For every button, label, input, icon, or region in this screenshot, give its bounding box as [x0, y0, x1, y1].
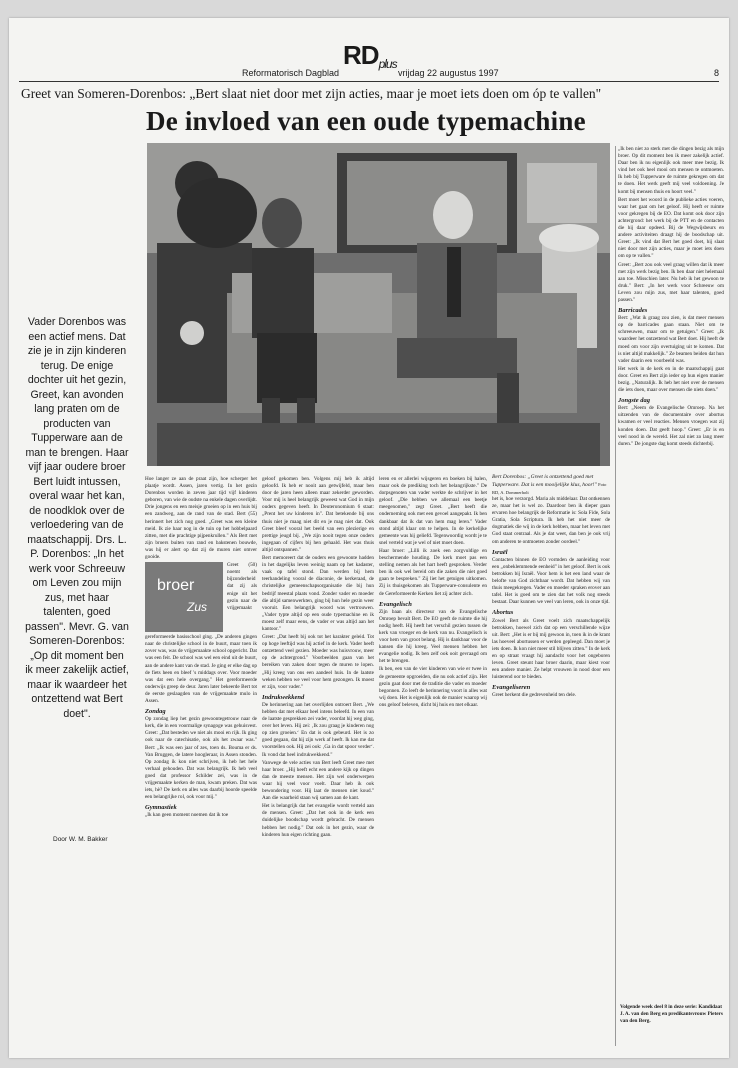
col5-subheading-2: Jongste dag	[618, 397, 650, 405]
article-photo	[147, 143, 610, 466]
col3-paragraph-4: Ik ben, een van de vier kinderen van wie er twee in de gemeente opgroeiden, die nu ook actief zijn. Het gezin gaat door met de traditie die vader en moeder begonnen. Zo leeft de herinnering voort in alles wat wij doen. Het is eigenlijk ook de manier waarop wij ons geloof beleven, dicht bij huis en met elkaar.	[379, 666, 487, 708]
col5-paragraph-2: Bert moet het woord in de publieke acties voeren, waar het gaat om het geloof. Hij heeft er ruimte voor gekregen bij de EO. Dat komt ook door zijn achtergrond: het werk bij de PTT en de contacten die hij daar opdeed. Bij de Wegwijsbeurs en andere activiteiten draagt hij de boodschap uit. Greet: „Ik vind dat Bert het goed doet, hij slaat niet door met zijn acties, maar je moet iets doen om op te vallen."	[618, 196, 724, 260]
col4-paragraph-4: Greet herkent die gedrevenheid ten dele.	[492, 692, 577, 699]
col3-paragraph-2: Haar broer: „Lilli ik zoek een zorgvuldige en beschermende houding. De kerk moet pas een stelling nemen als het hart heeft gesproken. Verder ben ik ook wel bereid om die zaken die niet goed gaan te bespreken." Zij liet het getuigen uitkomen. Zij is thuisgekomen als Tupperware-consulente en de Gereformeerde Kerken liet zij achter zich.	[379, 547, 487, 597]
col5-paragraph-4: Bert: „Wat ik graag zou zien, is dat meer mensen op de barricades gaan staan. Niet om te schreeuwen, maar om te getuigen." Greet: „Ik waardeer het ontzettend wat Bert doet. Hij heeft de moed om voor zijn overtuiging uit te komen. Dat is niet altijd makkelijk." Ze beamen beiden dat hun vader daarin een voorbeeld was.	[618, 315, 724, 364]
series-logo-zus: Zus	[187, 600, 208, 615]
col5-paragraph-6: Bert: „Neem de Evangelische Omroep. Na het uitzenden van de documentaire over abortus kwamen er veel reacties. Mensen vroegen wat zij konden doen. Dat geeft hoop." Greet: „Er is en veel nood in de wereld. Het zal niet zo lang meer duren." De jongste dag komt steeds dichterbij.	[618, 405, 724, 447]
col4-paragraph-2: Contacten binnen de EO vormden de aanleiding voor een „onbeklemmende eenheid" in het geloof. Bert is ook betrokken bij Israël. Voor hem is het een land waar de belofte van God zichtbaar wordt. Dat hebben wij van thuis meegekregen. Vader en moeder spraken erover aan tafel. Het is goed om te zien dat het volk nog steeds bestaat. Daar kunnen we veel van leren, ook in onze tijd.	[492, 556, 610, 606]
newspaper-page	[9, 18, 729, 1058]
text-column-5	[618, 146, 724, 998]
col3-paragraph-3: Zijn baan als directeur van de Evangelische Omroep bevalt Bert. De EO geeft de ruimte die hij nodig heeft. Hij heeft het verschil gezien tussen de kerk van vroeger en de kerk van nu. Evangelisch is voor hem van groot belang. Hij is dankbaar voor de kansen die hij kreeg. Veel mensen hebben het evangelie nodig. Ik ben zelf ook ooit gevraagd om het te brengen.	[379, 608, 487, 665]
caption-text: Bert Dorenbos: „Greet is ontzettend goed met Tupperware. Dat is een mooijelijke klus, hoor!"	[492, 474, 597, 488]
paper-name: Reformatorisch Dagblad	[242, 68, 340, 78]
text-column-2	[262, 476, 374, 1056]
text-column-3	[379, 476, 487, 1056]
series-footer-note: Volgende week deel 8 in deze serie: Kandidaat J. A. van den Berg en predikantsvrouw Pieters van den Berg.	[620, 1004, 723, 1024]
text-column-4	[492, 496, 610, 1056]
photo-caption	[492, 474, 610, 497]
col1-subheading: Zondag	[145, 708, 166, 716]
col1-paragraph-4: „Ik kan geen moment noemen dat ik toe	[145, 812, 229, 819]
col1-paragraph-2: Greet (50) noemt als bijzonderheid dat zij als enige uit het gezin naar de vrijgemaakt gereformeerde basisschool ging. „De anderen gingen naar de christelijke school in de buurt, maar toen ik zover was, was de vrijgemaakte school opgericht. Dat was een feit. De school was wel een eind uit de buurt, aan de andere kant van de stad. Je ging er elke dag op de fiets heen en bleef 's middags over. Voor moeder was dat een hele overgang." Het gereformeerde onderwijs greep de deur. Jaren later bekeerde Bert tot de eerste geslaagden van de vrijgemaakte mulo in Assen.	[145, 562, 257, 704]
col5-paragraph: „Ik ben niet zo sterk met die dingen bezig als mijn broer. Op dit moment ben ik meer zakelijk actief. Daar ben ik nu eigenlijk ook meer mee bezig. Ik vind het ook heel mooi om mensen te ontmoeten. Ik heb bij Tupperware de ruimte gekregen om dat te doen. Het werk geeft mij veel voldoening. Je komt bij mensen thuis en hoort veel."	[618, 146, 724, 195]
column-divider	[615, 146, 616, 1046]
col2-paragraph-2: Bert memoreert dat de ouders een gewoonte hadden in het dagelijks leven weinig naam op het kadaster, vaak op tafel stond. Dan werden bij hem teerhandeling vooral de diaconie, de kerkeraad, de christelijke gemeenschapsorganisatie die bij hun bedrijf meestal plaats vond. Zonder vader en moeder die altijd samenwerkten, ging bij hun hele gezin weer vooruit. Een belangrijk woord was vertrouwen. „Vader typte altijd op een oude typemachine en ik moest zelf maar eens, de vader er was altijd aan het kantoor."	[262, 555, 374, 632]
col4-subheading-2: Abortus	[492, 609, 514, 617]
logo-plus: plus	[378, 57, 397, 71]
paper-logo	[343, 40, 397, 71]
col2-paragraph-5: Vanwege de vele acties van Bert leeft Greet mee met haar broer. „Hij heeft echt een andere kijk op dingen dan de meeste mensen. Het zijn wel onderwerpen waar hij veel voor voelt. Daar heb ik ook bewondering voor. Hij laat de mensen niet koud." Aan die waarheid staan wij samen aan de kant.	[262, 759, 374, 802]
col1-subheading-2: Gymnastiek	[145, 804, 177, 812]
article-kicker: Greet van Someren-Dorenbos: „Bert slaat niet door met zijn acties, maar je moet iets doen om óp te vallen"	[21, 86, 602, 101]
col2-paragraph-6: Het is belangrijk dat het evangelie wordt verteld aan de mensen. Greet: „Dat het ook in de kerk een duidelijke boodschap wordt gebracht. De mensen hebben het nodig." Dat ook in het gezin, waar de kinderen hun eigen richting gaan.	[262, 803, 374, 838]
page-number: 8	[713, 68, 719, 78]
issue-date: vrijdag 22 augustus 1997	[398, 68, 499, 78]
col4-subheading-3: Evangeliseren	[492, 684, 531, 692]
col4-subheading: Israël	[492, 548, 508, 556]
byline: Door W. M. Bakker	[53, 836, 108, 843]
caption-credit: Foto RD, A. Dommerholt	[492, 482, 607, 495]
series-logo	[145, 562, 223, 632]
col1-paragraph-3: Op zondag liep het gezin gewoontegetrouw naar de kerk, die in een voormalige synagoge was gehuisvest. Greet: „Dat besteden we niet als mooi en rijk. Ik ging ook naar de catechisatie, ook als het zwaar was." Bert: „Ik was een jaar of zes, toen ds. Bouma er ds. Van Bruggen, de latere hoogleraar, in Assen stonden. Op zondag ik kon niet schrijven, ik heb het hele verhaal gehouden. Dat was belangrijk. Ik heb veel goed dat professor Schilder zei, was in de vrijgemaakte kerken de man, kwam preken. Dat was iets, hè? De kerk en alles was daarbij hoorde speelde een belangrijke rol, ook voor mij."	[145, 716, 257, 801]
col5-subheading: Barricades	[618, 307, 648, 315]
logo-main: RD	[343, 40, 379, 70]
col5-paragraph-5: Het werk in de kerk en in de maatschappij gaat door. Greet en Bert zijn ieder op hun eigen manier bezig. „Naturalijk. Ik heb het niet over de mensen die iets doen, maar over mensen die niets doen."	[618, 365, 724, 394]
col3-subheading: Evangelisch	[379, 600, 412, 608]
article-intro: Vader Dorenbos was een actief mens. Dat zie je in zijn kinderen terug. De enige dochter uit het gezin, Greet, kan avonden lang praten om de producten van Tupperware aan de man te brengen. Haar vijf jaar oudere broer Bert luidt intussen, overal waar het kan, de noodklok over de verloedering van de maatschappij. Drs. L. P. Dorenbos: „In het werk voor Schreeuw om Leven zou mijn zus, met haar talenten, goed passen". Mevr. G. van Someren-Dorenbos: „Op dit moment ben ik meer zakelijk actief, maar ik waardeer het ontzettend wat Bert doet".	[25, 316, 129, 720]
col2-paragraph-3: Greet: „Dat heeft bij ook tot het karakter geleid. Tot op hoge leeftijd was hij actief in de kerk. Vader heeft ontzettend veel gezien. Moeder was huisvrouw, meer op de achtergrond." Voorbeelden gaan van het bereiken van zaken door tegen de muren te lopen. „Hij kreeg van ons een aandeel huis. In de laatste weken hebben we veel voor hem gezongen. Ik moest er zijn, voor vader."	[262, 634, 374, 690]
col5-paragraph-3: Greet: „Bert zou ook veel graag willen dat ik meer met zijn werk bezig ben. Ik ben daar niet helemaal aan toe. Misschien later. Nu heb ik het gewoon te druk." Bert: „In het werk voor Schreeuw om Leven zou mijn zus, met haar talenten, goed passen."	[618, 261, 724, 303]
masthead	[9, 40, 729, 80]
photo-illustration	[147, 143, 610, 466]
text-column-1	[145, 476, 257, 1056]
col1-paragraph: Hoe langer ze aan de praat zijn, hoe scherper het plaatje wordt. Assen, jaren vertig. In het gezin Dorenbos worden in zeven jaar tijd vijf kinderen geboren, van wie de oudste na enkele dagen overlijdt. Drie jongens en een meisje groeien op in een huis bij een zandweg, aan de rand van de stad. Bert (55) herinnert het zich nog goed. „Greet was een kleine meid. Ik zie haar nog in de tuin op het hobbelpaard zitten, met die prachtige pijpenkrullen." Als Bert met zijn broers buiten van rand en bakstenen bouwde, was hij er alert op dat zij de muren niet omver gooide.	[145, 476, 257, 561]
col3-paragraph: leren en er allerlei wijsgeren en boeken bij halen, maar ook de prediking toch het belangrijkste." De dorpsgenoten van vader werkte de schrijver in het geloof. „Die hebben we allemaal een beetje meegenomen," zegt Greet. „Bert heeft die onderneming ook met een gevoel aangepakt. Ik ben dankbaar dat ik dat van hem mag leren." Vader stond altijd klaar om te helpen. In de kerkelijke gemeente was hij geliefd. Tegenwoordig wordt je te snel verteld wat je wel of niet moet doen.	[379, 476, 487, 546]
col2-paragraph-4: De herinnering aan het overlijden ontroert Bert. „We hebben dat met elkaar heel intens beleefd. In een van de laatste gesprekken zei vader, voordat hij weg ging, over het leven. Hij zei: ‚Ik zou graag je kinderen nog op zien groeien.‘ En dat is ook gebeurd. Het is zo goed gegaan, dat hij zijn werk af heeft. Ik kan me dat voorstellen ook. Hij zei ook: ‚Ga in dat spoor verder‘. Ik vond dat heel indrukwekkend."	[262, 701, 374, 758]
col2-subheading: Indrukwekkend	[262, 693, 305, 701]
masthead-rule	[19, 81, 719, 82]
series-logo-broer: broer	[157, 577, 195, 595]
article-headline: De invloed van een oude typemachine	[146, 106, 586, 136]
col4-paragraph: het is, hoe verzorgd. Maria als middelaar. Dat ontkennen ze, maar het is wel zo. Daardoor ben ik dieper gaan ervaren hoe belangrijk de Reformatie is: Sola Fide, Sola Gratia, Sola Scriptura. Ik heb het niet meer de dogmatiek die wij in de kerk hebben, maar het leven met God staat centraal. Als je dat weet, dan ben je ook vrij om anderen te ontmoeten zonder oordeel."	[492, 496, 610, 545]
col2-paragraph: geloof gekomen ben. Volgens mij heb ik altijd geloofd. Ik heb er nooit aan getwijfeld, maar ben door de jaren heen alleen maar zekerder geworden. Voor mij is heel belangrijk geweest wat God in mijn ouders gegeven heeft. In Deuteronomium 6 staat: „Prent het uw kinderen in". Dat betekende bij ons thuis niet je maag niet dit en je mag niet dat. Ook Greet bleef vooral het beeld van een plezierige en prettige jeugd bij. „We zijn nooit tegen onze ouders ingegaan of cijfers bij hen gehaald. Het was thuis altijd ontspannen."	[262, 476, 374, 553]
col4-paragraph-3: Zowel Bert als Greet voelt zich maatschappelijk betrokken, hoewel zich dat op een verschillende wijze uit. Bert: „Het is er bij mij gewoon in, toen ik in de krant las hoeveel abortussen er werden gepleegd. Dan moet je iets doen. Ik kon niet meer stil blijven zitten." In de kerk en op straat vraagt hij aandacht voor het ongeboren leven. Greet steunt haar broer daarin, maar kiest voor een andere manier. Ze helpt vrouwen in nood door een luisterend oor te bieden.	[492, 617, 610, 681]
